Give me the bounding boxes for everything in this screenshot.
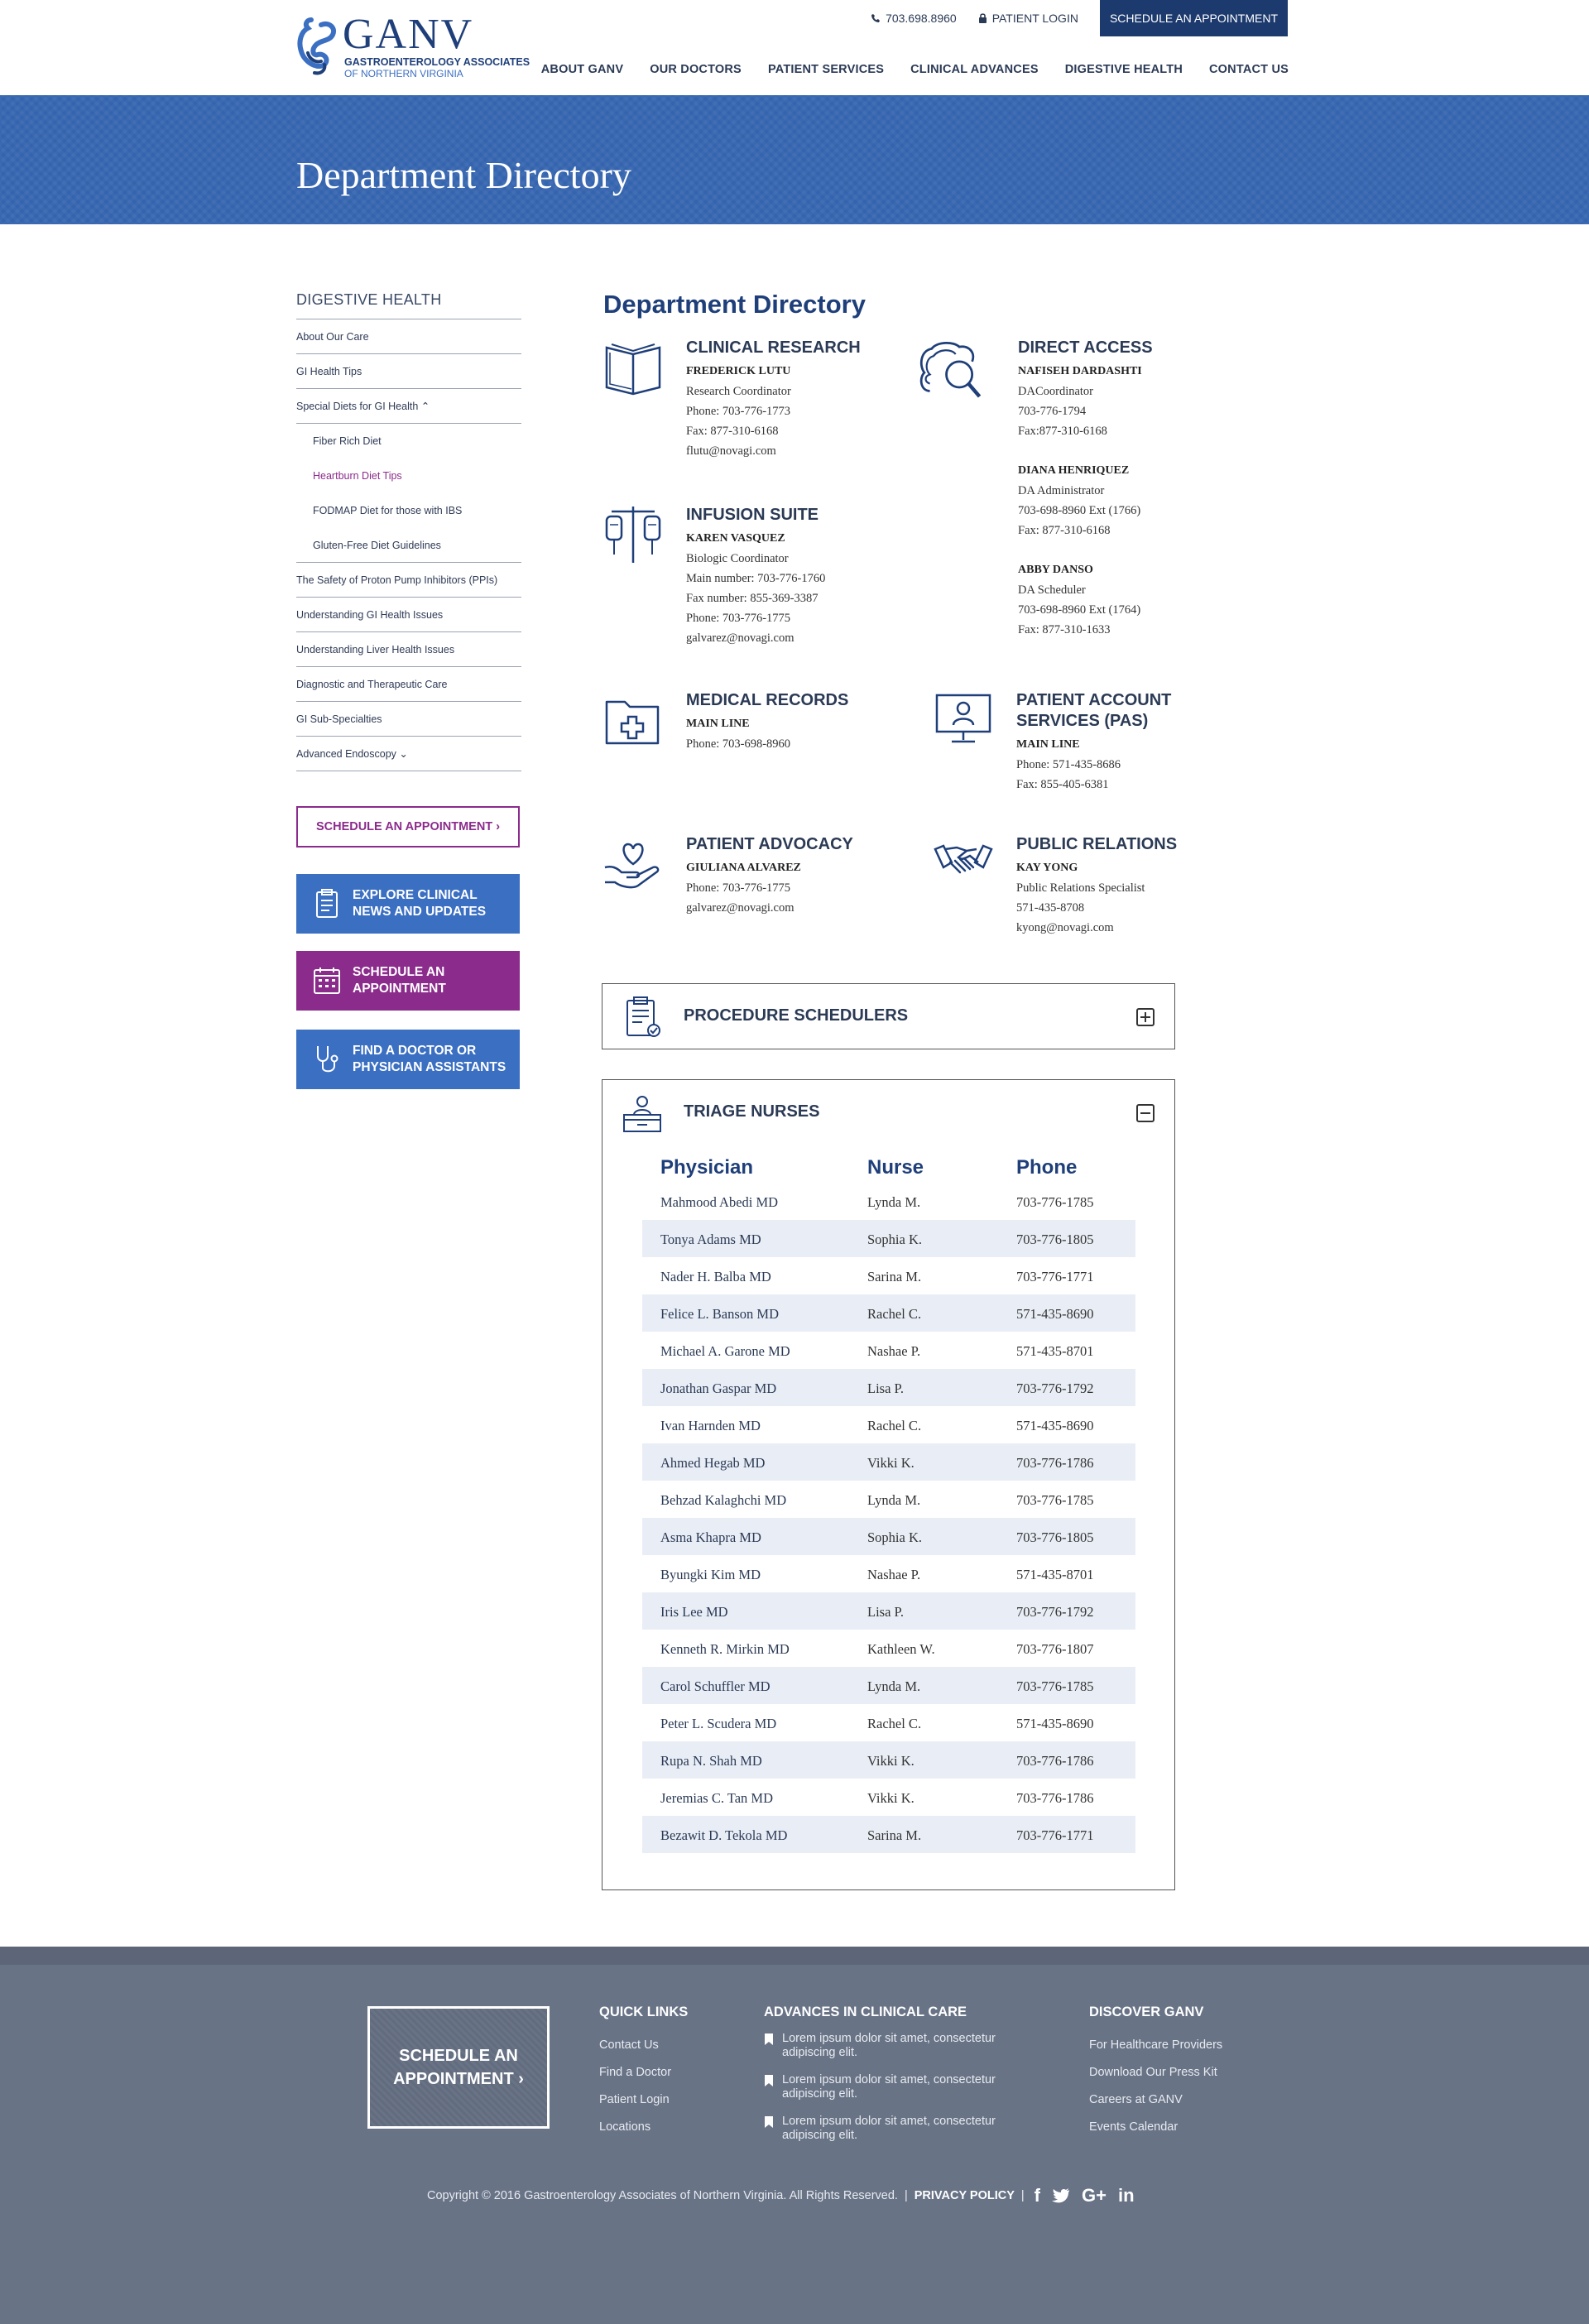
physician-cell: Jeremias C. Tan MD [660,1790,774,1806]
accordion-header[interactable] [602,984,1174,1049]
contact-fax: Fax: 877-310-6168 [1018,524,1111,537]
dept-heading-2: SERVICES (PAS) [1016,712,1149,730]
nurse-cell: Vikki K. [867,1753,915,1769]
nurse-cell: Sophia K. [867,1529,922,1545]
utility-bar [871,0,1288,36]
main-nav [541,63,1289,76]
physician-cell: Peter L. Scudera MD [660,1716,777,1731]
physician-cell: Behzad Kalaghchi MD [660,1492,787,1508]
physician-cell: Rupa N. Shah MD [660,1753,762,1769]
contact-title: Public Relations Specialist [1016,881,1145,895]
table-row [642,1294,1135,1332]
computer-user-icon [934,690,993,750]
schedule-box-line-1: SCHEDULE AN [353,965,445,979]
nav-patient-services[interactable]: PATIENT SERVICES [767,63,885,76]
expand-plus-icon[interactable] [1136,1008,1155,1026]
contact-name: KAREN VASQUEZ [686,532,785,545]
contact-phone: 703-698-8960 Ext (1766) [1018,504,1141,517]
contact-phone: 571-435-8708 [1016,901,1085,915]
nurse-cell: Lynda M. [867,1194,921,1210]
contact-phone: 703-698-8960 Ext (1764) [1018,603,1141,617]
column-physician: Physician [660,1156,754,1179]
contact-main-number: Main number: 703-776-1760 [686,572,826,585]
nurse-cell: Nashae P. [867,1567,921,1582]
contact-email[interactable]: kyong@novagi.com [1016,921,1114,934]
contact-title: Research Coordinator [686,385,791,398]
phone-cell: 703-776-1792 [1016,1604,1094,1620]
table-row [642,1779,1135,1816]
iv-drip-icon [603,505,663,564]
triage-table [642,1153,1135,1853]
footer-link-providers[interactable]: For Healthcare Providers [1089,2038,1223,2052]
ganv-logo[interactable] [296,11,530,81]
nurse-cell: Lynda M. [867,1678,921,1694]
table-row [642,1555,1135,1592]
footer-link-events[interactable]: Events Calendar [1089,2120,1179,2134]
dept-heading: INFUSION SUITE [686,506,819,524]
contact-phone: Phone: 703-698-8960 [686,737,791,751]
physician-cell: Iris Lee MD [660,1604,728,1620]
phone-cell: 703-776-1805 [1016,1529,1094,1545]
sidebar-item-fodmap[interactable]: FODMAP Diet for those with IBS [313,505,463,516]
table-row [642,1667,1135,1704]
footer-schedule-line-1: SCHEDULE AN [399,2047,518,2065]
page-banner [0,95,1589,224]
footer-advance-text: Lorem ipsum dolor sit amet, consectetur adipiscing elit. [782,2032,996,2059]
nav-doctors[interactable]: OUR DOCTORS [650,63,742,76]
phone-cell: 571-435-8701 [1016,1343,1094,1359]
contact-email[interactable]: galvarez@novagi.com [686,631,794,645]
footer-link-contact[interactable]: Contact Us [599,2038,659,2052]
contact-phone: Phone: 703-776-1773 [686,405,791,418]
nurse-cell: Vikki K. [867,1790,915,1806]
sidebar-item-ppi[interactable]: The Safety of Proton Pump Inhibitors (PPIs) [296,563,521,598]
medical-folder-icon [603,690,663,750]
phone-cell: 571-435-8690 [1016,1418,1094,1433]
contact-title: Biologic Coordinator [686,552,789,565]
logo-name: GANV [343,11,474,58]
table-row [642,1741,1135,1779]
patient-login-link[interactable] [978,12,1078,25]
contact-phone: Phone: 703-776-1775 [686,612,791,625]
sidebar-item-gi-issues[interactable]: Understanding GI Health Issues [296,598,521,632]
nurse-cell: Lisa P. [867,1380,905,1396]
physician-cell: Michael A. Garone MD [660,1343,790,1359]
table-row [642,1816,1135,1853]
phone-cell: 571-435-8701 [1016,1567,1094,1582]
sidebar-item-about-care[interactable]: About Our Care [296,319,521,354]
footer-advance-item[interactable] [764,2032,1020,2060]
phone-cell: 703-776-1786 [1016,1753,1094,1769]
physician-cell: Ahmed Hegab MD [660,1455,766,1471]
contact-name: MAIN LINE [1016,738,1080,751]
sidebar-title: DIGESTIVE HEALTH [296,291,521,319]
header-schedule-button[interactable]: SCHEDULE AN APPOINTMENT [1100,0,1288,36]
physician-cell: Jonathan Gaspar MD [660,1380,777,1396]
footer-schedule-line-2: APPOINTMENT › [393,2070,524,2088]
contact-name: ABBY DANSO [1018,564,1093,576]
explore-line-1: EXPLORE CLINICAL [353,888,478,902]
contact-name: KAY YONG [1016,862,1078,874]
table-body [642,1183,1135,1853]
contact-phone: Phone: 571-435-8686 [1016,758,1121,771]
phone-icon [871,13,881,23]
heart-hand-icon [603,834,663,894]
nurse-cell: Rachel C. [867,1306,922,1322]
divider: | [1020,2189,1025,2202]
twitter-icon[interactable] [1052,2188,1070,2203]
phone-cell: 703-776-1786 [1016,1790,1094,1806]
phone-number: 703.698.8960 [886,12,957,25]
footer-link-patient-login[interactable]: Patient Login [599,2093,670,2106]
calendar-icon [313,966,341,996]
table-row [642,1257,1135,1294]
bookmark-icon [764,2075,774,2086]
contact-title: DACoordinator [1018,385,1094,398]
stethoscope-icon [313,1044,341,1074]
book-icon [603,338,663,397]
footer-advance-text: Lorem ipsum dolor sit amet, consectetur adipiscing elit. [782,2073,996,2101]
phone-cell: 703-776-1785 [1016,1194,1094,1210]
table-row [642,1183,1135,1220]
handshake-icon [934,834,993,894]
phone-cell: 703-776-1786 [1016,1455,1094,1471]
contact-name: MAIN LINE [686,718,750,730]
page-title: Department Directory [603,290,866,319]
phone-cell: 703-776-1771 [1016,1269,1094,1284]
contact-phone: Phone: 703-776-1775 [686,881,791,895]
footer-strip [0,1947,1589,1965]
nurse-cell: Lynda M. [867,1492,921,1508]
nav-about[interactable]: ABOUT GANV [540,63,624,76]
site-header [0,0,1589,95]
schedule-appointment-box[interactable] [296,951,520,1011]
logo-subtitle-2: OF NORTHERN VIRGINIA [344,68,463,79]
nurse-cell: Rachel C. [867,1418,922,1433]
nurse-cell: Sarina M. [867,1269,922,1284]
physician-cell: Mahmood Abedi MD [660,1194,779,1210]
table-row [642,1332,1135,1369]
google-plus-icon[interactable]: G+ [1082,2185,1107,2206]
physician-cell: Kenneth R. Mirkin MD [660,1641,790,1657]
bookmark-icon [764,2116,774,2128]
contact-title: DA Scheduler [1018,583,1086,597]
banner-title: Department Directory [296,154,631,196]
footer-heading: DISCOVER GANV [1089,2005,1204,2019]
table-row [642,1443,1135,1481]
physician-cell: Carol Schuffler MD [660,1678,770,1694]
phone-cell: 571-435-8690 [1016,1306,1094,1322]
phone-cell: 703-776-1792 [1016,1380,1094,1396]
sidebar-item-diagnostic[interactable]: Diagnostic and Therapeutic Care [296,667,521,702]
accordion-label: TRIAGE NURSES [684,1102,820,1121]
contact-fax: Fax:877-310-6168 [1018,425,1107,438]
physician-cell: Nader H. Balba MD [660,1269,771,1284]
nurse-cell: Sarina M. [867,1827,922,1843]
contact-title: DA Administrator [1018,484,1105,497]
schedule-box-line-2: APPOINTMENT [353,982,446,996]
contact-fax: Fax number: 855-369-3387 [686,592,819,605]
table-row [642,1630,1135,1667]
nurse-cell: Sophia K. [867,1232,922,1247]
sidebar-item-fiber[interactable]: Fiber Rich Diet [313,435,382,447]
footer-link-locations[interactable]: Locations [599,2120,651,2134]
contact-email[interactable]: galvarez@novagi.com [686,901,794,915]
dept-heading: DIRECT ACCESS [1018,339,1153,357]
sidebar-item-sub-specialties[interactable]: GI Sub-Specialties [296,702,521,737]
dept-heading: PATIENT ADVOCACY [686,835,853,853]
sidebar-item-heartburn[interactable]: Heartburn Diet Tips [313,470,402,482]
dept-heading: PUBLIC RELATIONS [1016,835,1178,853]
physician-cell: Tonya Adams MD [660,1232,761,1247]
sidebar-schedule-button[interactable]: SCHEDULE AN APPOINTMENT › [296,806,520,847]
find-doctor-line-2: PHYSICIAN ASSISTANTS [353,1060,506,1074]
dept-heading: CLINICAL RESEARCH [686,339,861,357]
nurse-cell: Vikki K. [867,1455,915,1471]
physician-cell: Byungki Kim MD [660,1567,761,1582]
contact-name: NAFISEH DARDASHTI [1018,365,1142,377]
accordion-procedure-schedulers [602,983,1175,1049]
sidebar-nav [296,291,521,771]
phone-cell: 571-435-8690 [1016,1716,1094,1731]
phone-cell: 703-776-1807 [1016,1641,1094,1657]
explore-news-box[interactable] [296,874,520,934]
dept-heading: MEDICAL RECORDS [686,691,849,709]
contact-name: GIULIANA ALVAREZ [686,862,801,874]
contact-name: DIANA HENRIQUEZ [1018,464,1130,477]
footer-heading: QUICK LINKS [599,2005,689,2019]
footer-heading: ADVANCES IN CLINICAL CARE [764,2005,967,2019]
footer-copyright-bar [427,2185,1135,2206]
contact-name: FREDERICK LUTU [686,365,791,377]
collapse-minus-icon[interactable] [1136,1104,1155,1122]
table-row [642,1518,1135,1555]
phone-cell: 703-776-1785 [1016,1492,1094,1508]
table-row [642,1369,1135,1406]
footer-link-find-doctor[interactable]: Find a Doctor [599,2066,672,2079]
phone-link[interactable] [871,12,957,25]
table-row [642,1220,1135,1257]
table-row [642,1592,1135,1630]
logo-subtitle: GASTROENTEROLOGY ASSOCIATES [344,56,530,68]
footer-schedule-box[interactable] [367,2006,550,2129]
nurse-cell: Rachel C. [867,1716,922,1731]
physician-cell: Ivan Harnden MD [660,1418,761,1433]
explore-line-2: NEWS AND UPDATES [353,905,487,919]
stomach-logo-icon [296,17,343,78]
sidebar-item-special-diets[interactable]: Special Diets for GI Health ⌃ [296,389,521,424]
footer-quick-links [599,2005,688,2141]
footer-advance-item[interactable] [764,2115,1020,2143]
nav-clinical-advances[interactable]: CLINICAL ADVANCES [910,63,1039,76]
accordion-header[interactable] [602,1080,1174,1145]
nurse-cell: Lisa P. [867,1604,905,1620]
phone-cell: 703-776-1771 [1016,1827,1094,1843]
sidebar-item-liver[interactable]: Understanding Liver Health Issues [296,632,521,667]
copyright-text: Copyright © 2016 Gastroenterology Associates of Northern Virginia. All Rights Reserved. [427,2189,898,2202]
lock-icon [978,13,987,23]
column-nurse: Nurse [867,1156,924,1179]
privacy-policy-link[interactable]: PRIVACY POLICY [914,2189,1015,2202]
social-links [1035,2185,1135,2206]
footer-advance-text: Lorem ipsum dolor sit amet, consectetur adipiscing elit. [782,2115,996,2142]
patient-login-label: PATIENT LOGIN [991,12,1078,25]
contact-fax: Fax: 877-310-6168 [686,425,779,438]
physician-cell: Bezawit D. Tekola MD [660,1827,788,1843]
footer-advance-item[interactable] [764,2073,1020,2101]
table-row [642,1481,1135,1518]
dept-heading: PATIENT ACCOUNT [1016,691,1172,709]
checklist-icon [622,996,662,1039]
footer-discover [1089,2005,1222,2141]
find-doctor-line-1: FIND A DOCTOR OR [353,1044,477,1058]
sidebar-item-gluten-free[interactable]: Gluten-Free Diet Guidelines [296,528,521,563]
sidebar-item-gi-tips[interactable]: GI Health Tips [296,354,521,389]
linkedin-icon[interactable]: in [1117,2185,1135,2206]
facebook-icon[interactable]: f [1034,2185,1040,2206]
accordion-triage-nurses [602,1079,1175,1890]
contact-fax: Fax: 877-310-1633 [1018,623,1111,636]
phone-cell: 703-776-1785 [1016,1678,1094,1694]
physician-cell: Asma Khapra MD [660,1529,761,1545]
divider: | [904,2189,908,2202]
physician-cell: Felice L. Banson MD [660,1306,779,1322]
clipboard-icon [313,889,341,919]
footer-link-press-kit[interactable]: Download Our Press Kit [1089,2066,1217,2079]
sidebar-item-endoscopy[interactable]: Advanced Endoscopy ⌄ [296,737,521,771]
contact-phone: 703-776-1794 [1018,405,1087,418]
table-row [642,1704,1135,1741]
nav-contact[interactable]: CONTACT US [1209,63,1289,76]
nurse-cell: Kathleen W. [867,1641,935,1657]
contact-fax: Fax: 855-405-6381 [1016,778,1109,791]
phone-cell: 703-776-1805 [1016,1232,1094,1247]
nurse-desk-icon [622,1092,662,1135]
table-row [642,1406,1135,1443]
footer-advances [764,2005,1020,2156]
contact-email[interactable]: flutu@novagi.com [686,444,776,458]
find-doctor-box[interactable] [296,1030,520,1089]
nav-digestive-health[interactable]: DIGESTIVE HEALTH [1064,63,1183,76]
table-header [642,1153,1135,1183]
footer-link-careers[interactable]: Careers at GANV [1089,2093,1183,2106]
intestine-magnifier-icon [917,338,983,404]
accordion-label: PROCEDURE SCHEDULERS [684,1006,909,1025]
bookmark-icon [764,2034,774,2045]
nurse-cell: Nashae P. [867,1343,921,1359]
column-phone: Phone [1016,1156,1078,1179]
